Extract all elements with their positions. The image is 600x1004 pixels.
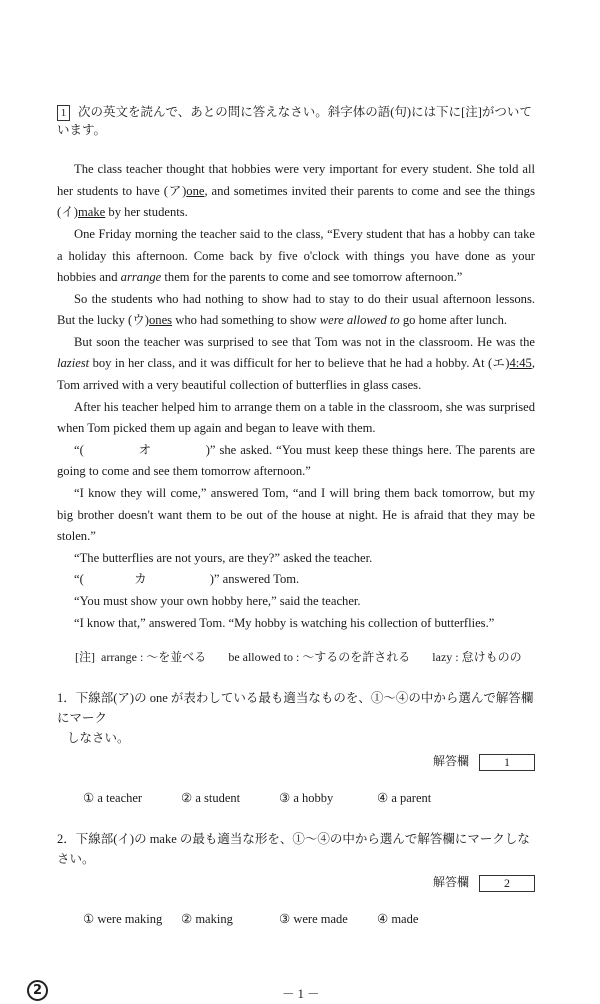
answer-box[interactable]: 1 xyxy=(479,754,535,771)
underlined-text: 4:45 xyxy=(509,356,532,371)
choice[interactable]: ② making xyxy=(181,911,233,926)
paragraph xyxy=(57,159,535,224)
page-number: － 1 － xyxy=(282,986,320,1001)
choices-1 xyxy=(57,789,535,807)
text-segment: One Friday morning the teacher said to the class, “Every student that has a hobby can take a holiday this afternoon. Come back by five o'clock with things you have done as your hobbies and xyxy=(57,226,535,285)
section-header xyxy=(57,103,535,139)
answer-box[interactable]: 2 xyxy=(479,875,535,892)
question-text: 1．下線部(ア)の one が表わしている最も適当なものを、①～④の中から選んで解答欄にマーク xyxy=(57,691,534,726)
answer-label: 解答欄 xyxy=(432,874,469,889)
choice[interactable]: ④ made xyxy=(377,911,419,926)
text-segment: The class teacher thought that hobbies were very important for every student. She told all her students to have (ア) xyxy=(57,162,535,198)
paragraph xyxy=(57,569,535,591)
text-segment: go home after lunch. xyxy=(399,313,508,328)
passage xyxy=(57,159,535,634)
question-1 xyxy=(57,688,535,748)
text-segment: So the students who had nothing to show had to stay to do their usual afternoon lessons. But the lucky (ウ) xyxy=(57,291,535,328)
text-segment: But soon the teacher was surprised to see that Tom was not in the classroom. He was the xyxy=(74,334,535,349)
page-content xyxy=(32,103,535,1004)
paragraph xyxy=(57,397,535,440)
paragraph xyxy=(57,332,535,397)
note-item: lazy : 怠けものの xyxy=(432,650,522,665)
choice[interactable]: ① were making xyxy=(83,911,163,926)
underlined-text: one xyxy=(186,183,205,198)
notes-label: [注] xyxy=(75,650,95,665)
paragraph xyxy=(57,224,535,289)
paragraph xyxy=(57,613,535,635)
text-segment: , Tom arrived with a very beautiful collection of butterflies in glass cases. xyxy=(57,356,535,393)
paragraph xyxy=(57,548,535,570)
italic-term: were allowed to xyxy=(319,313,400,328)
text-segment: After his teacher helped him to arrange them on a table in the classroom, she was surprised when Tom picked them up again and began to leave with them. xyxy=(57,399,535,436)
footer xyxy=(32,980,535,1004)
answer-label: 解答欄 xyxy=(432,754,469,769)
italic-term: laziest xyxy=(57,356,90,371)
text-segment: “The butterflies are not yours, are they?” asked the teacher. xyxy=(74,550,373,565)
choice[interactable]: ④ a parent xyxy=(377,790,432,805)
italic-term: arrange xyxy=(120,270,162,285)
note-item: arrange : ～を並べる xyxy=(101,650,207,665)
paragraph xyxy=(57,440,535,483)
notes xyxy=(57,648,535,666)
note-item: be allowed to : ～するのを許される xyxy=(228,650,411,665)
choice[interactable]: ② a student xyxy=(181,790,241,805)
text-segment: who had something to show xyxy=(172,313,320,328)
text-segment: by her students. xyxy=(105,205,188,220)
underlined-text: make xyxy=(77,205,106,220)
instruction: 次の英文を読んで、あとの問に答えなさい。斜字体の語(句)には下に[注]がついています。 xyxy=(57,105,532,138)
paragraph xyxy=(57,483,535,548)
text-segment: them for the parents to come and see tomorrow afternoon.” xyxy=(161,270,463,285)
note-first xyxy=(75,648,206,666)
choice[interactable]: ③ a hobby xyxy=(279,790,334,805)
question-text-cont: しなさい。 xyxy=(67,731,130,746)
question-2 xyxy=(57,829,535,869)
choice[interactable]: ① a teacher xyxy=(83,790,143,805)
text-segment: “( オ )” she asked. “You must keep these things here. The parents are going to come and see them tomorrow afternoon.” xyxy=(57,442,535,479)
text-segment: “I know that,” answered Tom. “My hobby is watching his collection of butterflies.” xyxy=(74,615,495,630)
choices-2 xyxy=(57,910,535,928)
paragraph xyxy=(57,591,535,613)
corner-circle-mark: 2 xyxy=(27,980,48,1001)
text-segment: “( カ )” answered Tom. xyxy=(74,572,300,587)
question-text: 2．下線部(イ)の make の最も適当な形を、①～④の中から選んで解答欄にマークしなさい。 xyxy=(57,831,530,866)
underlined-text: ones xyxy=(149,313,173,328)
text-segment: “I know they will come,” answered Tom, “and I will bring them back tomorrow, but my big brother doesn't want them to be out of the house at night. He is afraid that they may be stolen.” xyxy=(57,486,535,544)
text-segment: , and sometimes invited their parents to come and see the things (イ) xyxy=(57,183,535,220)
paragraph xyxy=(57,289,535,332)
choice[interactable]: ③ were made xyxy=(279,911,348,926)
text-segment: boy in her class, and it was difficult for her to believe that he had a hobby. At (エ) xyxy=(89,356,510,371)
answer-field-2 xyxy=(57,873,535,892)
text-segment: “You must show your own hobby here,” said the teacher. xyxy=(74,594,361,608)
section-number: 1 xyxy=(57,105,70,121)
answer-field-1 xyxy=(57,752,535,771)
